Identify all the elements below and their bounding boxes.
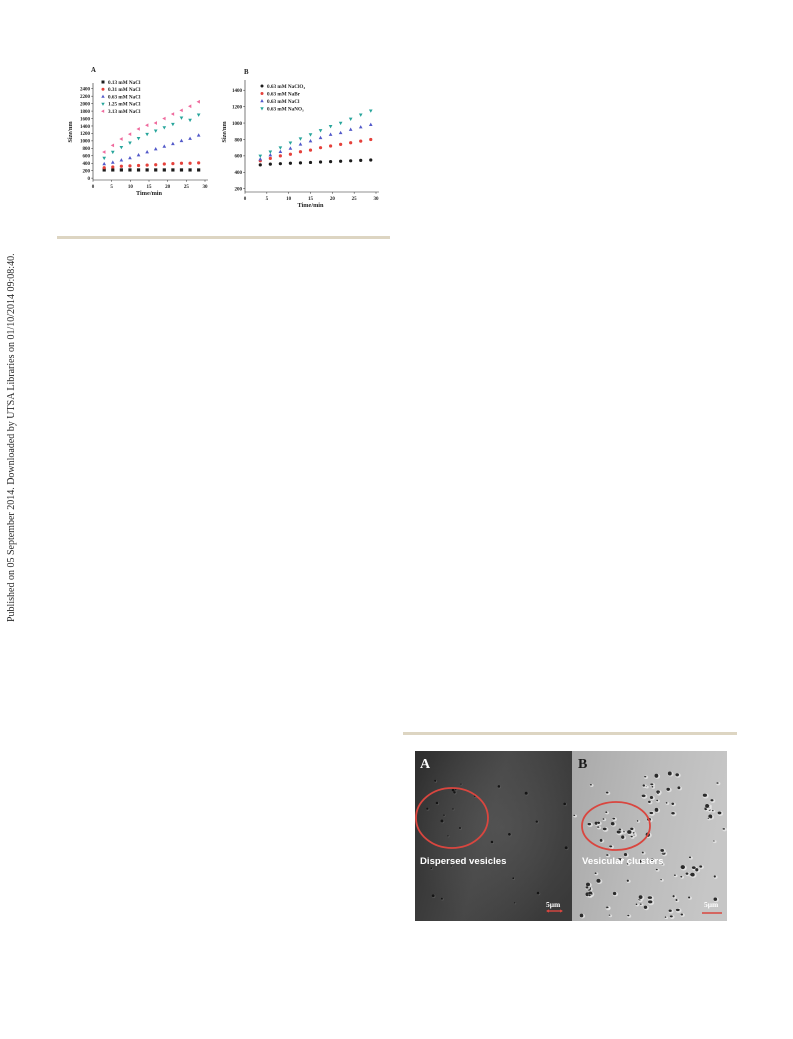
vesicle <box>590 784 592 786</box>
vesicle <box>605 811 607 813</box>
legend-marker <box>101 95 104 98</box>
vesicle <box>642 852 644 854</box>
legend-label: 0.63 mM NaCl <box>267 98 300 105</box>
data-point <box>111 160 115 163</box>
vesicle <box>586 886 589 888</box>
data-point <box>136 127 139 131</box>
data-point <box>162 117 165 121</box>
legend-marker <box>261 85 264 88</box>
data-point <box>319 146 322 149</box>
data-point <box>119 137 122 141</box>
data-point <box>299 137 303 140</box>
legend-label: 1.25 mM NaCl <box>108 101 141 108</box>
vesicle <box>460 783 461 784</box>
panel-label: B <box>244 69 249 76</box>
vesicle <box>611 822 615 825</box>
data-point <box>299 161 302 164</box>
y-tick-label: 600 <box>234 154 242 160</box>
x-tick-label: 15 <box>146 185 152 190</box>
data-point <box>146 168 149 171</box>
x-tick-label: 20 <box>329 197 335 202</box>
vesicle <box>650 783 653 785</box>
scale-bar-label-a: 5μm <box>546 900 561 909</box>
x-tick-label: 10 <box>127 185 133 190</box>
y-tick-label: 1600 <box>80 117 90 123</box>
vesicle <box>689 857 691 859</box>
data-point <box>171 123 175 126</box>
vesicle <box>512 877 514 879</box>
vesicle <box>597 826 599 827</box>
vesicle <box>597 822 600 824</box>
data-point <box>102 162 106 165</box>
data-point <box>258 155 262 158</box>
vesicle <box>656 800 658 801</box>
x-tick-label: 5 <box>110 185 113 190</box>
vesicle <box>588 895 590 897</box>
data-point <box>137 164 140 167</box>
caption-dispersed-vesicles: Dispersed vesicles <box>420 856 507 867</box>
vesicle <box>573 815 575 816</box>
vesicle <box>452 789 455 792</box>
y-tick-label: 2000 <box>80 102 90 108</box>
vesicle <box>637 820 638 822</box>
micrograph-panel-a <box>415 751 572 921</box>
data-point <box>197 133 201 136</box>
vesicle <box>674 874 676 876</box>
vesicle <box>642 794 646 797</box>
data-point <box>319 129 323 132</box>
y-tick-label: 800 <box>234 138 242 144</box>
vesicle <box>712 810 714 811</box>
legend-marker <box>101 109 104 112</box>
x-tick-label: 0 <box>91 185 95 190</box>
data-point <box>289 162 292 165</box>
data-point <box>339 143 342 146</box>
vesicle <box>656 869 658 870</box>
vesicle <box>508 833 511 836</box>
vesicle <box>432 894 435 897</box>
data-point <box>162 126 166 129</box>
data-point <box>154 163 157 166</box>
vesicle <box>671 812 675 815</box>
vesicle <box>443 814 445 816</box>
vesicle <box>603 828 607 831</box>
vesicle <box>441 898 443 900</box>
data-point <box>145 133 149 136</box>
vesicle <box>643 784 645 786</box>
legend-marker <box>101 103 104 106</box>
y-axis-label: Size/nm <box>221 121 228 143</box>
vesicle <box>708 818 709 819</box>
vesicle <box>668 772 672 776</box>
data-point <box>163 168 166 171</box>
data-point <box>279 162 282 165</box>
scale-bar-label-b: 5μm <box>704 900 719 909</box>
y-tick-label: 800 <box>82 147 90 153</box>
data-point <box>137 153 141 156</box>
section-divider-bottom <box>403 732 737 735</box>
data-point <box>197 114 201 117</box>
data-point <box>359 114 363 117</box>
legend-label: 0.63 mM NaCl <box>108 94 141 101</box>
data-point <box>128 141 132 144</box>
data-point <box>111 144 114 148</box>
vesicle <box>652 786 654 788</box>
data-point <box>154 168 157 171</box>
vesicle <box>459 827 461 829</box>
data-point <box>145 150 149 153</box>
data-point <box>339 131 343 134</box>
vesicle <box>695 868 698 871</box>
vesicle <box>648 896 652 899</box>
data-point <box>369 158 372 161</box>
vesicle <box>713 841 715 842</box>
data-point <box>111 165 114 168</box>
data-point <box>180 168 183 171</box>
data-point <box>339 122 343 125</box>
vesicle <box>648 900 652 903</box>
vesicle <box>681 865 685 869</box>
data-point <box>329 125 333 128</box>
vesicle <box>563 803 566 806</box>
vesicle <box>617 830 621 833</box>
data-point <box>103 166 106 169</box>
data-point <box>359 125 363 128</box>
vesicle <box>627 915 629 917</box>
data-point <box>269 162 272 165</box>
legend-label: 0.63 mM NaBr <box>267 91 300 98</box>
data-point <box>171 142 175 145</box>
vesicle <box>714 875 716 877</box>
data-point <box>188 119 192 122</box>
x-tick-label: 25 <box>351 197 357 202</box>
legend-marker <box>260 99 263 102</box>
vesicle <box>627 830 631 834</box>
data-point <box>309 133 313 136</box>
vesicle <box>600 839 603 842</box>
vesicle <box>609 845 612 847</box>
legend-marker <box>102 81 105 84</box>
data-point <box>289 141 293 144</box>
data-point <box>279 146 283 149</box>
vesicle <box>452 808 453 809</box>
caption-vesicular-clusters: Vesicular clusters <box>582 856 664 867</box>
x-tick-label: 0 <box>243 197 247 202</box>
data-point <box>128 164 131 167</box>
legend-label: 3.13 mM NaCl <box>108 109 141 115</box>
data-point <box>309 139 313 142</box>
vesicle <box>537 892 540 895</box>
vesicle <box>525 792 528 795</box>
vesicle <box>536 820 538 822</box>
vesicle <box>586 883 590 887</box>
vesicle <box>670 915 673 917</box>
vesicle <box>675 773 679 776</box>
y-tick-label: 400 <box>234 171 242 177</box>
x-axis-label: Time/min <box>297 202 324 209</box>
data-point <box>162 144 166 147</box>
vesicle <box>655 808 659 812</box>
data-point <box>269 157 272 160</box>
x-tick-label: 10 <box>286 197 292 202</box>
y-tick-label: 1000 <box>80 139 90 145</box>
data-point <box>349 128 353 131</box>
chart-a-svg <box>55 60 220 208</box>
micrograph-panel-label-a: A <box>420 757 431 772</box>
data-point <box>309 149 312 152</box>
vesicle <box>588 823 591 825</box>
data-point <box>369 109 373 112</box>
y-tick-label: 1000 <box>232 121 242 127</box>
vesicle <box>666 802 668 803</box>
data-point <box>102 150 105 154</box>
vesicle <box>657 793 659 794</box>
vesicle <box>655 774 659 778</box>
data-point <box>154 130 158 133</box>
data-point <box>120 158 124 161</box>
vesicle <box>447 835 448 836</box>
vesicle <box>431 868 433 870</box>
vesicle <box>606 792 609 794</box>
data-point <box>268 151 272 154</box>
vesicle <box>692 866 696 869</box>
data-point <box>369 123 373 126</box>
vesicle <box>686 872 689 874</box>
x-tick-label: 30 <box>373 197 379 202</box>
legend-label: 0.63 mM NaClO₄ <box>267 83 306 90</box>
y-tick-label: 0 <box>87 176 90 182</box>
data-point <box>188 162 191 165</box>
vesicle <box>621 835 624 838</box>
vesicle <box>603 818 605 820</box>
data-point <box>359 159 362 162</box>
chart-b-svg <box>218 60 388 212</box>
vesicle <box>703 794 707 797</box>
vesicle <box>631 836 633 837</box>
vesicle <box>673 895 675 897</box>
legend-label: 0.63 mM NaNO₃ <box>267 106 304 113</box>
vesicle <box>688 897 690 899</box>
micrograph-panel-label-b: B <box>578 757 588 772</box>
y-tick-label: 2400 <box>80 87 90 93</box>
data-point <box>289 146 293 149</box>
data-point <box>299 142 303 145</box>
vesicle <box>676 899 678 901</box>
download-watermark: Published on 05 September 2014. Downloaded by UTSA Libraries on 01/10/2014 09:08:40. <box>6 253 17 622</box>
data-point <box>339 160 342 163</box>
data-point <box>309 161 312 164</box>
legend-marker <box>102 88 105 91</box>
data-point <box>163 162 166 165</box>
data-point <box>120 165 123 168</box>
y-tick-label: 2200 <box>80 94 90 100</box>
vesicle <box>612 818 615 820</box>
data-point <box>120 168 123 171</box>
vesicle <box>705 804 709 808</box>
vesicle <box>718 811 722 814</box>
data-point <box>289 153 292 156</box>
data-point <box>197 161 200 164</box>
data-point <box>180 162 183 165</box>
data-point <box>171 112 174 116</box>
vesicle <box>607 907 609 909</box>
vesicle <box>613 892 616 895</box>
vesicle <box>514 902 515 903</box>
vesicle-halo <box>597 826 601 829</box>
vesicle <box>441 820 444 823</box>
data-point <box>171 168 174 171</box>
vesicle <box>660 849 664 852</box>
vesicle-halo <box>644 776 648 779</box>
vesicle <box>640 903 642 904</box>
vesicle <box>596 879 600 883</box>
vesicle <box>723 828 726 830</box>
vesicle <box>426 808 428 810</box>
vesicle <box>669 909 672 911</box>
x-tick-label: 5 <box>265 197 269 202</box>
y-tick-label: 200 <box>234 187 242 193</box>
data-point <box>188 104 191 108</box>
x-tick-label: 15 <box>308 197 313 202</box>
vesicle <box>455 789 456 790</box>
micrograph-figure <box>415 751 727 921</box>
vesicle <box>676 909 680 911</box>
x-axis-label: Time/min <box>135 190 163 197</box>
vesicle <box>580 914 584 918</box>
data-point <box>319 160 322 163</box>
data-point <box>137 168 140 171</box>
vesicle <box>691 873 695 877</box>
y-tick-label: 200 <box>82 169 90 175</box>
vesicle <box>491 841 494 844</box>
vesicle <box>434 780 436 782</box>
data-point <box>128 132 131 136</box>
vesicle <box>644 906 647 909</box>
vesicle <box>595 872 597 874</box>
x-tick-label: 25 <box>183 185 189 190</box>
data-point <box>359 140 362 143</box>
data-point <box>329 144 332 147</box>
y-tick-label: 1400 <box>232 89 242 95</box>
y-axis-label: Size/nm <box>67 121 74 143</box>
data-point <box>145 123 148 127</box>
data-point <box>259 163 262 166</box>
vesicle <box>680 876 682 878</box>
y-tick-label: 1400 <box>80 124 90 130</box>
vesicle <box>681 913 683 915</box>
data-point <box>329 132 333 135</box>
vesicle <box>665 916 667 918</box>
data-point <box>120 146 124 149</box>
vesicle <box>627 880 629 882</box>
vesicle <box>609 915 611 916</box>
panel-label: A <box>91 67 96 74</box>
data-point <box>180 139 184 142</box>
section-divider-top <box>57 236 390 239</box>
data-point <box>128 168 131 171</box>
y-tick-label: 1200 <box>232 105 242 111</box>
vesicle <box>436 802 439 805</box>
vesicle <box>565 846 568 849</box>
vesicle <box>666 788 670 791</box>
data-point <box>154 121 157 125</box>
y-tick-label: 1800 <box>80 109 90 115</box>
legend-label: 0.31 mM NaCl <box>108 87 141 94</box>
vesicle <box>716 782 718 784</box>
legend-marker <box>261 92 264 95</box>
vesicle <box>711 799 714 801</box>
data-point <box>102 157 106 160</box>
data-point <box>279 150 283 153</box>
data-point <box>179 108 182 112</box>
y-tick-label: 400 <box>82 162 90 168</box>
data-point <box>128 156 132 159</box>
vesicle <box>453 791 455 793</box>
vesicle <box>498 785 501 788</box>
data-point <box>171 162 174 165</box>
vesicle <box>648 801 651 803</box>
data-point <box>197 100 200 104</box>
vesicle <box>650 796 653 799</box>
legend-label: 0.13 mM NaCl <box>108 79 141 86</box>
data-point <box>111 151 115 154</box>
data-point <box>329 160 332 163</box>
x-tick-label: 20 <box>165 185 171 190</box>
data-point <box>299 150 302 153</box>
data-point <box>319 136 323 139</box>
y-tick-label: 600 <box>82 154 90 160</box>
data-point <box>279 154 282 157</box>
vesicle <box>660 879 662 880</box>
data-point <box>349 141 352 144</box>
data-point <box>349 118 353 121</box>
vesicle <box>636 903 638 905</box>
vesicle <box>630 828 633 830</box>
vesicle <box>639 895 643 899</box>
micrograph-panel-b <box>572 751 727 921</box>
data-point <box>369 138 372 141</box>
vesicle <box>644 776 646 777</box>
vesicle <box>699 865 702 867</box>
data-point <box>154 147 158 150</box>
x-tick-label: 30 <box>202 185 208 190</box>
data-point <box>111 168 114 171</box>
legend-marker <box>260 107 263 110</box>
data-point <box>146 163 149 166</box>
data-point <box>180 117 184 120</box>
data-point <box>197 168 200 171</box>
vesicle <box>677 786 680 789</box>
vesicle <box>649 812 653 814</box>
data-point <box>137 137 141 140</box>
data-point <box>349 159 352 162</box>
vesicle <box>671 803 674 805</box>
data-point <box>188 168 191 171</box>
y-tick-label: 1200 <box>80 132 90 138</box>
data-point <box>188 137 192 140</box>
